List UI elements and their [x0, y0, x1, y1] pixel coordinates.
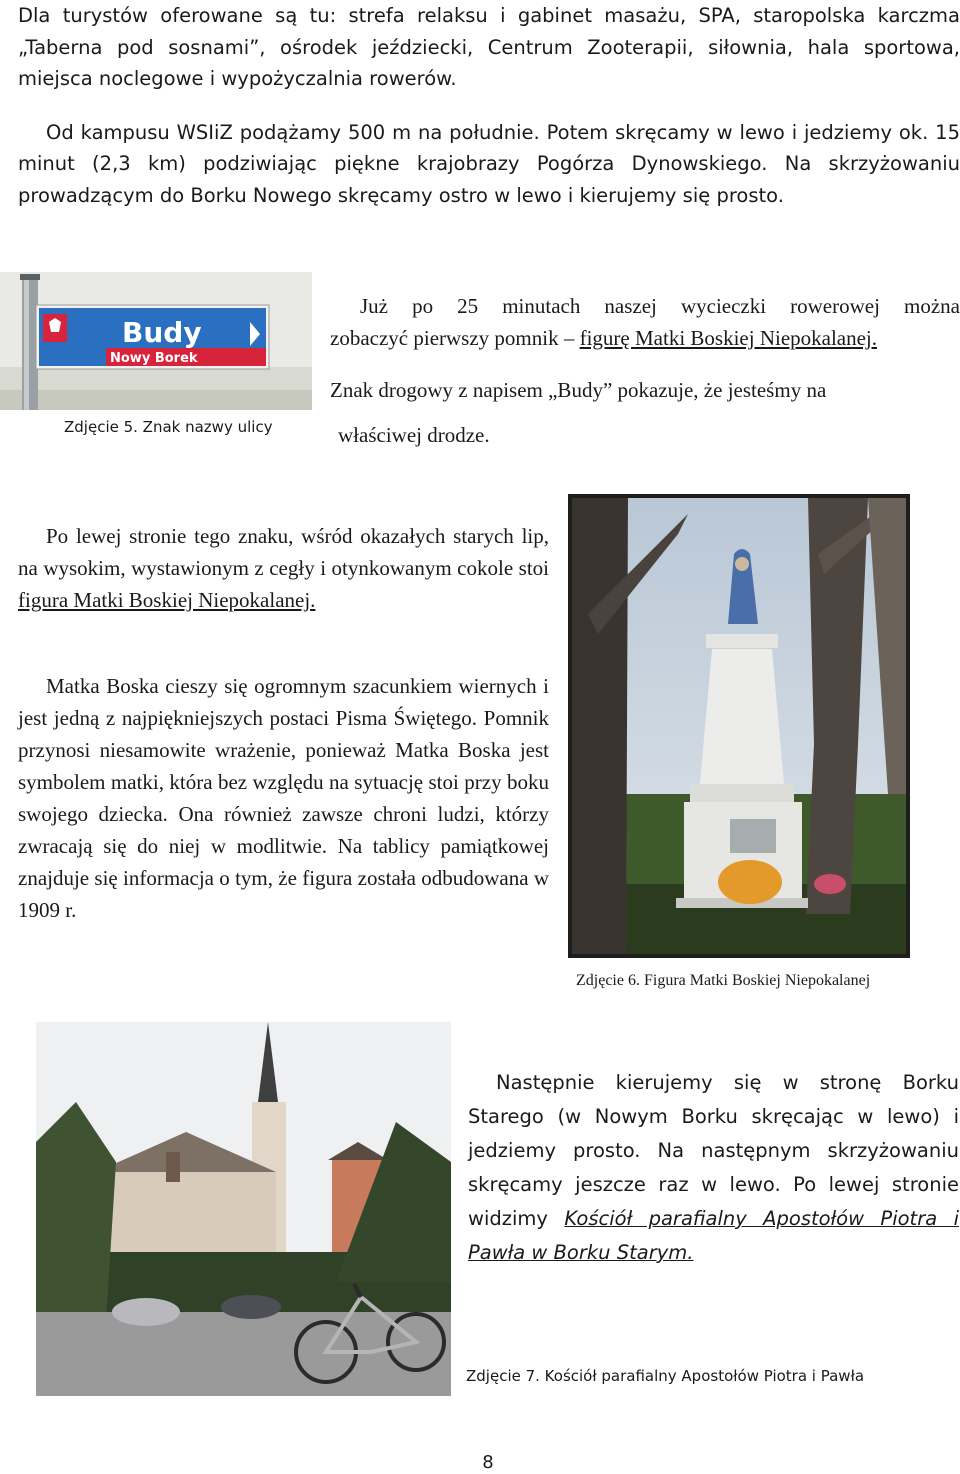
- caption-photo-6: Zdjęcie 6. Figura Matki Boskiej Niepokalanej: [576, 972, 871, 989]
- statue-description-paragraph: Matka Boska cieszy się ogromnym szacunkiem wiernych i jest jedną z najpiękniejszych postaci Pisma Świętego. Pomnik przynosi niesamowite wrażenie, ponieważ Matka Boska jest symbolem matki, która bez względu na sytuację stoi przy boku swojego dziecka. Ona również zawsze chroni ludzi, którzy zwracają się do niej w modlitwie. Na tablicy pamiątkowej znajduje się informacja o tym, że figura została odbudowana w 1909 r.: [18, 674, 549, 922]
- church-directions-paragraph: Następnie kierujemy się w stronę Borku Starego (w Nowym Borku skręcając w lewo) i jedziemy prosto. Na następnym skrzyżowaniu skręcamy jeszcze raz w lewo. Po lewej stronie widzimy Kościół parafialny Apostołów Piotra i Pawła w Borku Starym.: [468, 1071, 959, 1264]
- intro-text: [18, 0, 960, 211]
- statue-location-paragraph: Po lewej stronie tego znaku, wśród okazałych starych lip, na wysokim, wystawionym z cegły i otynkowanym cokole stoi figura Matki Boskiej Niepokalanej.: [18, 524, 549, 612]
- sign-subtext: Nowy Borek: [110, 351, 198, 366]
- right-block-paragraph: [330, 290, 960, 354]
- right-block-line-1: Już po 25 minutach naszej wycieczki rowerowej można: [360, 294, 960, 318]
- statue-figure-link[interactable]: figura Matki Boskiej Niepokalanej.: [18, 588, 316, 612]
- photo-street-sign: [0, 272, 312, 410]
- photo-statue: [568, 494, 910, 958]
- page-number: 8: [482, 1452, 494, 1473]
- right-block-line-3: Znak drogowy z napisem „Budy” pokazuje, że jesteśmy na: [330, 378, 827, 402]
- right-block-line-2: zobaczyć pierwszy pomnik – figurę Matki Boskiej Niepokalanej.: [330, 326, 878, 350]
- right-block-line-4: właściwej drodze.: [338, 423, 490, 447]
- coat-of-arms-icon: [43, 314, 67, 342]
- sign-text: Budy: [122, 316, 202, 349]
- caption-photo-5: Zdjęcie 5. Znak nazwy ulicy: [64, 418, 273, 436]
- statue-link[interactable]: figurę Matki Boskiej Niepokalanej.: [579, 326, 878, 350]
- caption-photo-7: Zdjęcie 7. Kościół parafialny Apostołów Piotra i Pawła: [466, 1367, 865, 1385]
- photo-church: [36, 1022, 451, 1396]
- intro-paragraph-2: Od kampusu WSIiZ podążamy 500 m na południe. Potem skręcamy w lewo i jedziemy ok. 15 minut (2,3 km) podziwiając piękne krajobrazy Pogórza Dynowskiego. Na skrzyżowaniu prowadzącym do Borku Nowego skręcamy ostro w lewo i kierujemy się prosto.: [18, 120, 960, 207]
- church-link[interactable]: Kościół parafialny Apostołów Piotra i Pawła w Borku Starym.: [468, 1207, 959, 1264]
- intro-paragraph-1: Dla turystów oferowane są tu: strefa relaksu i gabinet masażu, SPA, staropolska karczma „Taberna pod sosnami”, ośrodek jeździecki, Centrum Zooterapii, siłownia, hala sportowa, miejsca noclegowe i wypożyczalnia rowerów.: [18, 4, 960, 90]
